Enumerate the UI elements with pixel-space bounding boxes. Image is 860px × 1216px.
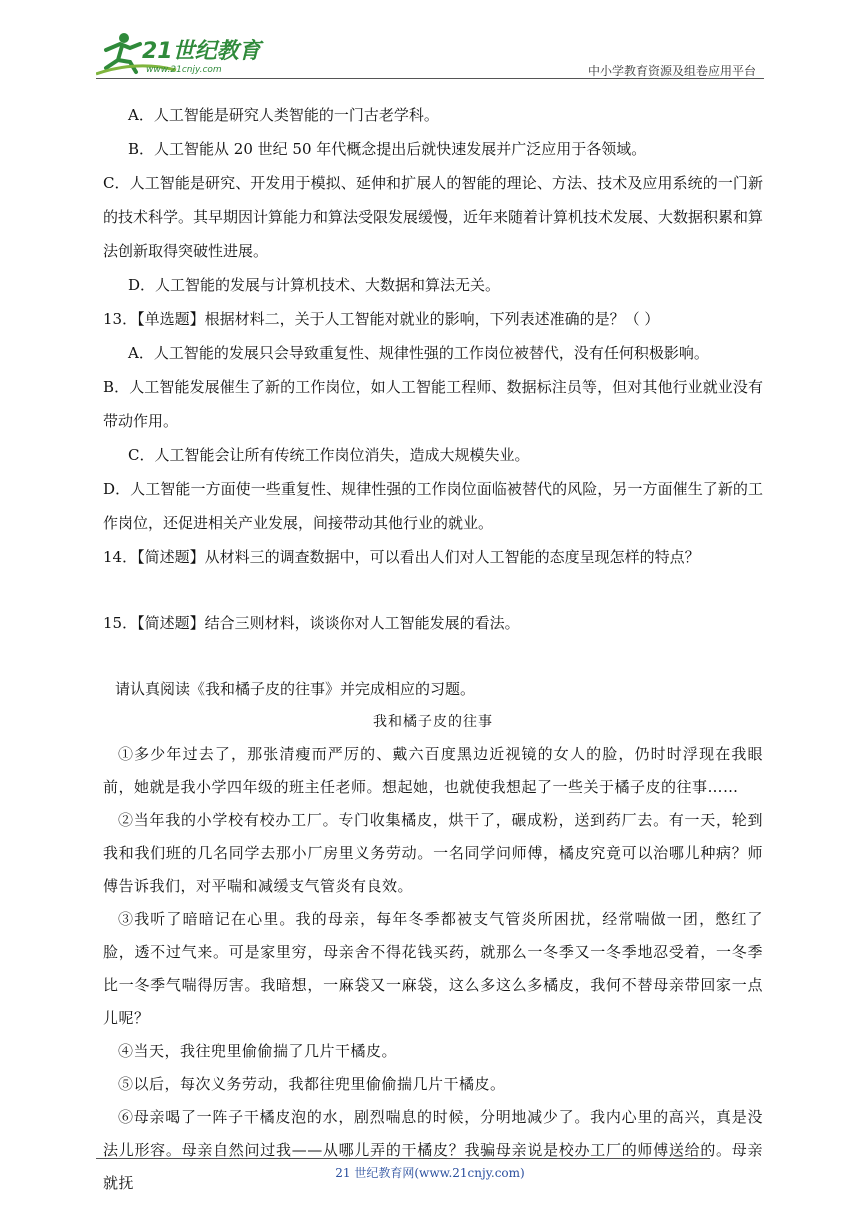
answer-space xyxy=(103,640,763,672)
q13-option-d: D．人工智能一方面使一些重复性、规律性强的工作岗位面临被替代的风险，另一方面催生了新的工作岗位，还促进相关产业发展，间接带动其他行业的就业。 xyxy=(103,480,763,532)
q15-prompt: 15．【简述题】结合三则材料，谈谈你对人工智能发展的看法。 xyxy=(103,614,520,632)
document-body xyxy=(103,98,763,1200)
q12-option-a: A．人工智能是研究人类智能的一门古老学科。 xyxy=(128,106,439,124)
passage-paragraph-1: ①多少年过去了，那张清瘦而严厉的、戴六百度黑边近视镜的女人的脸，仍时时浮现在我眼前，她就是我小学四年级的班主任老师。想起她，也就使我想起了一些关于橘子皮的往事…… xyxy=(103,745,763,796)
logo-wordmark: 21世纪教育 xyxy=(142,39,261,64)
reading-passage xyxy=(103,738,763,1200)
q12-option-b: B．人工智能从 20 世纪 50 年代概念提出后就快速发展并广泛应用于各领域。 xyxy=(128,140,647,158)
platform-name: 中小学教育资源及组卷应用平台 xyxy=(587,64,756,78)
passage-paragraph-5: ⑤以后，每次义务劳动，我都往兜里偷偷揣几片干橘皮。 xyxy=(118,1075,506,1093)
passage-paragraph-2: ②当年我的小学校有校办工厂。专门收集橘皮，烘干了，碾成粉，送到药厂去。有一天，轮到我和我们班的几名同学去那小厂房里义务劳动。一名同学问师傅，橘皮究竟可以治哪儿种病？师傅告诉我们，对平喘和减缓支气管炎有良效。 xyxy=(103,811,763,895)
answer-space xyxy=(103,574,763,606)
passage-paragraph-4: ④当天，我往兜里偷偷揣了几片干橘皮。 xyxy=(118,1042,398,1060)
footer-link[interactable]: 21 世纪教育网(www.21cnjy.com) xyxy=(335,1166,525,1180)
footer-divider xyxy=(96,1158,710,1159)
page-header xyxy=(0,0,860,80)
header-divider xyxy=(96,78,764,79)
q13-option-a: A．人工智能的发展只会导致重复性、规律性强的工作岗位被替代，没有任何积极影响。 xyxy=(128,344,709,362)
reading-intro: 请认真阅读《我和橘子皮的往事》并完成相应的习题。 xyxy=(115,680,476,698)
site-logo xyxy=(96,30,266,80)
q12-option-c: C．人工智能是研究、开发用于模拟、延伸和扩展人的智能的理论、方法、技术及应用系统的一门新的技术科学。其早期因计算能力和算法受限发展缓慢，近年来随着计算机技术发展、大数据积累和算法创新取得突破性进展。 xyxy=(103,174,764,260)
q12-option-d: D．人工智能的发展与计算机技术、大数据和算法无关。 xyxy=(128,276,501,294)
q13-option-b: B．人工智能发展催生了新的工作岗位，如人工智能工程师、数据标注员等，但对其他行业就业没有带动作用。 xyxy=(103,378,763,430)
q14-prompt: 14．【简述题】从材料三的调查数据中，可以看出人们对人工智能的态度呈现怎样的特点？ xyxy=(103,548,700,566)
logo-url: www.21cnjy.com xyxy=(146,65,222,75)
q13-option-c: C．人工智能会让所有传统工作岗位消失，造成大规模失业。 xyxy=(128,446,530,464)
passage-paragraph-6: ⑥母亲喝了一阵子干橘皮泡的水，剧烈喘息的时候，分明地减少了。我内心里的高兴，真是没法儿形容。母亲自然问过我——从哪儿弄的干橘皮？我骗母亲说是校办工厂的师傅送给的。母亲就抚 xyxy=(103,1108,763,1192)
q13-stem: 13．【单选题】根据材料二，关于人工智能对就业的影响，下列表述准确的是？（ ） xyxy=(103,310,660,328)
passage-paragraph-3: ③我听了暗暗记在心里。我的母亲，每年冬季都被支气管炎所困扰，经常喘做一团，憋红了脸，透不过气来。可是家里穷，母亲舍不得花钱买药，就那么一冬季又一冬季地忍受着，一冬季比一冬季气喘得厉害。我暗想，一麻袋又一麻袋，这么多这么多橘皮，我何不替母亲带回家一点儿呢？ xyxy=(103,910,763,1027)
reading-title: 我和橘子皮的往事 xyxy=(373,714,493,730)
